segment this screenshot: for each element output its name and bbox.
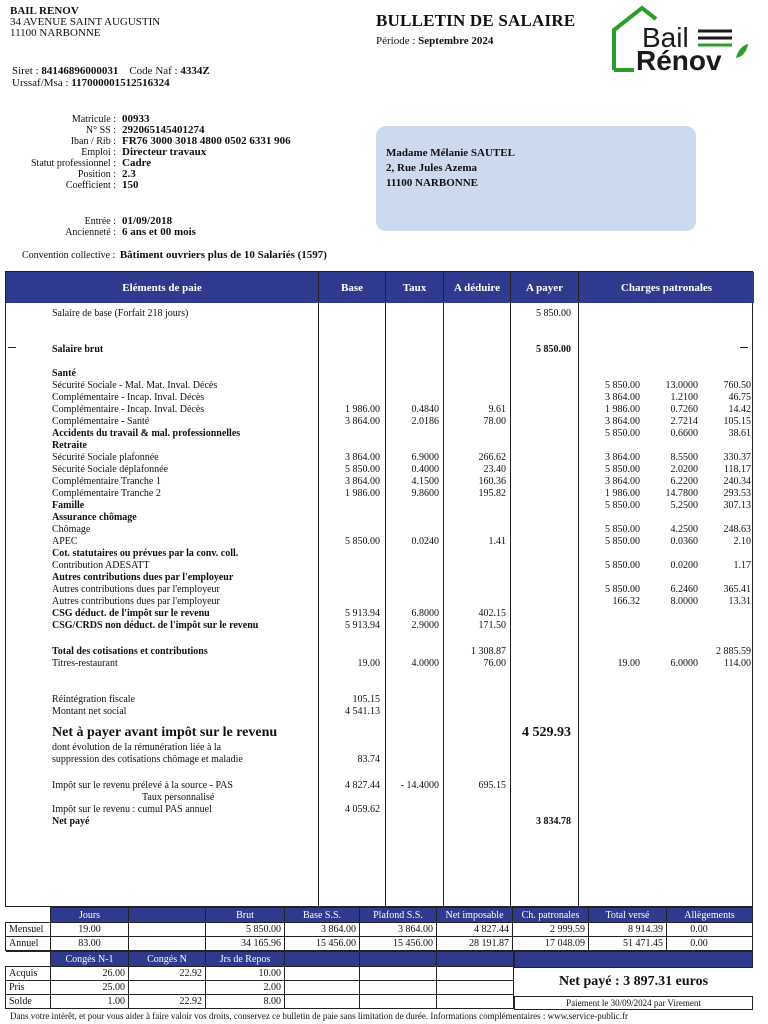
cell-ct: 8.5500 — [670, 452, 698, 463]
document-title: BULLETIN DE SALAIRE — [376, 11, 576, 30]
header-pay: A payer — [511, 272, 578, 303]
net-paid-total: Net payé : 3 897.31 euros — [558, 974, 709, 989]
summary-row — [6, 923, 753, 937]
employee-field — [4, 158, 291, 169]
row-label: Autres contributions dues par l'employeur — [52, 584, 220, 595]
recipient-street: 2, Rue Jules Azema — [386, 162, 478, 174]
cell-cm: 114.00 — [723, 658, 751, 669]
cell-cm: 240.34 — [723, 476, 751, 487]
cell-ct: 6.2460 — [670, 584, 698, 595]
table-row — [6, 368, 754, 380]
cell-cb: 5 850.00 — [605, 464, 640, 475]
cell-ct: 0.0360 — [670, 536, 698, 547]
summary-header-ss-ceiling: Plafond S.S. — [360, 908, 437, 923]
summary-header-reliefs: Allègements — [667, 908, 753, 923]
table-row — [6, 706, 754, 718]
field-value: FR76 3000 3018 4800 0502 6331 906 — [122, 135, 291, 147]
summary-row-label: Annuel — [6, 937, 51, 951]
cell-cb: 3 864.00 — [605, 416, 640, 427]
recipient-name: Madame Mélanie SAUTEL — [386, 147, 515, 159]
cell-cb: 5 850.00 — [605, 560, 640, 571]
cell-base: 5 850.00 — [345, 464, 380, 475]
header-elements: Eléments de paie — [6, 272, 318, 303]
row-label: APEC — [52, 536, 78, 547]
summary-corner — [6, 908, 51, 923]
cell-cb: 3 864.00 — [605, 476, 640, 487]
remuneration-note-row — [6, 742, 754, 754]
table-row — [6, 792, 754, 804]
row-label: Famille — [52, 500, 85, 511]
leave-row-label: Acquis — [6, 967, 51, 981]
net-before-tax-label: Net à payer avant impôt sur le revenu — [52, 725, 278, 740]
cell-taux: 0.0240 — [411, 536, 439, 547]
naf-value: 4334Z — [180, 65, 210, 77]
cell-cb: 5 850.00 — [605, 380, 640, 391]
summary-cell: 5 850.00 — [206, 923, 285, 937]
cell-base: 5 850.00 — [345, 536, 380, 547]
cell-base: 3 864.00 — [345, 416, 380, 427]
cell-cm: 248.63 — [723, 524, 751, 535]
cell-ct: 5.2500 — [670, 500, 698, 511]
row-label: Salaire brut — [52, 344, 104, 355]
cell-ct: 6.0000 — [670, 658, 698, 669]
summary-cell: 28 191.87 — [437, 937, 513, 951]
summary-header-taxable: Net imposable — [437, 908, 513, 923]
leave-cell: 2.00 — [206, 981, 285, 995]
cell-base: 3 864.00 — [345, 476, 380, 487]
table-row — [6, 344, 754, 356]
row-label: Titres-restaurant — [52, 658, 118, 669]
cell-ded: 23.40 — [483, 464, 506, 475]
table-row — [6, 596, 754, 608]
urssaf-value: 117000001512516324 — [71, 77, 170, 89]
summary-cell: 4 827.44 — [437, 923, 513, 937]
cell-cm: 307.13 — [723, 500, 751, 511]
company-logo — [612, 4, 750, 74]
cell-ct: 1.2100 — [670, 392, 698, 403]
cell-pay: 5 850.00 — [536, 308, 571, 319]
row-label: suppression des cotisations chômage et maladie — [52, 754, 243, 765]
cell-cb: 1 986.00 — [605, 488, 640, 499]
leave-cell: 8.00 — [206, 995, 285, 1009]
summary-row — [6, 937, 753, 951]
entry-label: Entrée : — [84, 216, 116, 227]
cell-taux: 4.0000 — [411, 658, 439, 669]
field-value: 292065145401274 — [122, 124, 205, 136]
cell-cm: 38.61 — [728, 428, 751, 439]
leave-empty-cell — [360, 995, 437, 1009]
cell-cm: 14.42 — [728, 404, 751, 415]
cell-cm: 118.17 — [723, 464, 751, 475]
table-row — [6, 308, 754, 320]
row-label: Taux personnalisé — [142, 792, 215, 803]
leave-empty-cell — [437, 981, 514, 995]
row-label: Cot. statutaires ou prévues par la conv. coll. — [52, 548, 239, 559]
cell-base: 5 913.94 — [345, 608, 380, 619]
cell-cb: 5 850.00 — [605, 500, 640, 511]
leave-row — [6, 981, 514, 995]
cell-taux: 9.8600 — [411, 488, 439, 499]
remuneration-note: dont évolution de la rémunération liée à la — [52, 742, 222, 753]
cell-ded: 195.82 — [478, 488, 506, 499]
table-row — [6, 620, 754, 632]
field-label: Statut professionnel : — [31, 158, 116, 169]
leave-table — [5, 951, 514, 1009]
table-row — [6, 380, 754, 392]
recipient-city: 11100 NARBONNE — [386, 177, 478, 189]
cell-ded: 171.50 — [478, 620, 506, 631]
leave-row-label: Solde — [6, 995, 51, 1009]
row-label: Salaire de base (Forfait 218 jours) — [52, 308, 189, 319]
recipient-address-box — [376, 126, 696, 231]
table-row — [6, 464, 754, 476]
leave-cell — [129, 981, 206, 995]
cell-cm: 2.10 — [733, 536, 751, 547]
leave-cell: 22.92 — [129, 967, 206, 981]
row-label: Sécurité Sociale - Mal. Mat. Inval. Décès — [52, 380, 218, 391]
summary-cell: 0.00 — [667, 937, 753, 951]
employer-block — [10, 6, 160, 39]
leave-cell: 22.92 — [129, 995, 206, 1009]
cell-ct: 14.7800 — [665, 488, 698, 499]
row-label: Réintégration fiscale — [52, 694, 136, 705]
cell-base: 4 541.13 — [345, 706, 380, 717]
collective-agreement — [22, 249, 327, 261]
table-row — [6, 584, 754, 596]
cell-cm: 760.50 — [723, 380, 751, 391]
cell-ded: 402.15 — [478, 608, 506, 619]
table-row — [6, 440, 754, 452]
table-row — [6, 780, 754, 792]
leave-row-label: Pris — [6, 981, 51, 995]
cell-cm: 365.41 — [723, 584, 751, 595]
leave-empty-cell — [360, 967, 437, 981]
payroll-table — [5, 271, 753, 907]
cell-cb: 166.32 — [612, 596, 640, 607]
cell-ded: 78.00 — [483, 416, 506, 427]
summary-cell: 15 456.00 — [360, 937, 437, 951]
row-label: Contribution ADESATT — [52, 560, 150, 571]
summary-header-blank — [129, 908, 206, 923]
cell-cm: 2 885.59 — [716, 646, 751, 657]
row-label: CSG/CRDS non déduct. de l'impôt sur le revenu — [52, 620, 259, 631]
row-label: Accidents du travail & mal. professionnelles — [52, 428, 241, 439]
table-row — [6, 548, 754, 560]
logo-word-2: Rénov — [636, 45, 722, 74]
cell-taux: 2.0186 — [411, 416, 439, 427]
field-label: Matricule : — [71, 114, 116, 125]
siret-label: Siret : — [12, 65, 39, 77]
table-row — [6, 500, 754, 512]
field-label: Coefficient : — [65, 180, 116, 191]
summary-cell: 51 471.45 — [589, 937, 667, 951]
summary-cell: 15 456.00 — [285, 937, 360, 951]
header-employer-charges: Charges patronales — [579, 272, 754, 303]
table-row — [6, 646, 754, 658]
cell-ded: 695.15 — [478, 780, 506, 791]
leave-header-n: Congés N — [129, 952, 206, 967]
cell-base: 83.74 — [357, 754, 380, 765]
cell-ded: 1.41 — [488, 536, 506, 547]
summary-cell: 19.00 — [51, 923, 129, 937]
table-row — [6, 416, 754, 428]
cell-cb: 5 850.00 — [605, 428, 640, 439]
leave-empty-cell — [285, 995, 360, 1009]
field-label: Emploi : — [81, 147, 116, 158]
table-row — [6, 572, 754, 584]
row-label: Complémentaire - Incap. Inval. Décès — [52, 404, 205, 415]
table-row — [6, 428, 754, 440]
row-label: Complémentaire Tranche 1 — [52, 476, 161, 487]
row-label: Retraite — [52, 440, 87, 451]
row-label: CSG déduct. de l'impôt sur le revenu — [52, 608, 210, 619]
cell-base: 1 986.00 — [345, 404, 380, 415]
summary-header-charges: Ch. patronales — [513, 908, 589, 923]
field-value: Cadre — [122, 157, 152, 169]
leave-header-n1: Congés N-1 — [51, 952, 129, 967]
cell-ded: 266.62 — [478, 452, 506, 463]
table-row — [6, 476, 754, 488]
cell-cm: 13.31 — [728, 596, 751, 607]
cell-cm: 46.75 — [728, 392, 751, 403]
cell-pay: 3 834.78 — [536, 816, 571, 827]
cell-cb: 5 850.00 — [605, 536, 640, 547]
summary-cell: 3 864.00 — [360, 923, 437, 937]
cell-ded: 160.36 — [478, 476, 506, 487]
row-label: Montant net social — [52, 706, 127, 717]
summary-cell: 34 165.96 — [206, 937, 285, 951]
table-row — [6, 488, 754, 500]
row-label: Santé — [52, 368, 76, 379]
leave-empty-cell — [285, 967, 360, 981]
seniority-label: Ancienneté : — [65, 227, 116, 238]
cell-cm: 293.53 — [723, 488, 751, 499]
leave-header-blank — [437, 952, 514, 967]
row-label: Sécurité Sociale plafonnée — [52, 452, 159, 463]
leave-header-rest: Jrs de Repos — [206, 952, 285, 967]
field-value: 150 — [122, 179, 139, 191]
cell-pay: 5 850.00 — [536, 344, 571, 355]
period-value: Septembre 2024 — [418, 35, 494, 47]
employee-field — [4, 180, 291, 191]
header-base: Base — [319, 272, 385, 303]
table-row — [6, 754, 754, 766]
employer-address-2: 11100 NARBONNE — [10, 27, 101, 39]
summary-row-label: Mensuel — [6, 923, 51, 937]
cell-taux: - 14.4000 — [400, 780, 439, 791]
payment-note: Paiement le 30/09/2024 par Virement — [514, 996, 753, 1010]
leave-empty-cell — [285, 981, 360, 995]
field-label: Iban / Rib : — [70, 136, 116, 147]
cell-cm: 105.15 — [723, 416, 751, 427]
cell-cb: 5 850.00 — [605, 524, 640, 535]
table-row — [6, 452, 754, 464]
table-row — [6, 608, 754, 620]
cell-base: 4 059.62 — [345, 804, 380, 815]
cell-taux: 6.8000 — [411, 608, 439, 619]
cell-base: 4 827.44 — [345, 780, 380, 791]
row-label: Complémentaire - Santé — [52, 416, 150, 427]
table-row — [6, 404, 754, 416]
row-label: Autres contributions dues par l'employeur — [52, 572, 234, 583]
summary-cell — [129, 923, 206, 937]
leave-empty-cell — [437, 995, 514, 1009]
summary-header-total: Total versé — [589, 908, 667, 923]
employment-dates — [4, 216, 196, 238]
leave-empty-cell — [437, 967, 514, 981]
logo-word-1: Bail — [642, 22, 689, 53]
cell-taux: 0.4000 — [411, 464, 439, 475]
summary-table — [5, 907, 753, 951]
employee-info — [4, 114, 291, 191]
table-row — [6, 536, 754, 548]
cell-ct: 6.2200 — [670, 476, 698, 487]
summary-header-ss-base: Base S.S. — [285, 908, 360, 923]
cell-taux: 4.1500 — [411, 476, 439, 487]
cell-cb: 1 986.00 — [605, 404, 640, 415]
cell-taux: 2.9000 — [411, 620, 439, 631]
cell-ded: 1 308.87 — [471, 646, 506, 657]
net-before-tax-value: 4 529.93 — [522, 725, 571, 740]
cell-cb: 3 864.00 — [605, 392, 640, 403]
cell-ct: 8.0000 — [670, 596, 698, 607]
period-label: Période : — [376, 35, 416, 47]
cell-ded: 76.00 — [483, 658, 506, 669]
leave-row — [6, 967, 514, 981]
cell-cb: 19.00 — [617, 658, 640, 669]
row-label: Total des cotisations et contributions — [52, 646, 208, 657]
cell-ct: 2.0200 — [670, 464, 698, 475]
employer-ids — [12, 65, 210, 89]
cell-cm: 1.17 — [733, 560, 751, 571]
naf-label: Code Naf : — [129, 65, 178, 77]
employer-address-1: 34 AVENUE SAINT AUGUSTIN — [10, 16, 161, 28]
siret-value: 84146896000031 — [41, 65, 119, 77]
summary-cell: 17 048.09 — [513, 937, 589, 951]
table-row — [6, 816, 754, 828]
net-paid-header-bar — [514, 951, 753, 968]
logo-house-icon — [612, 4, 750, 74]
leave-cell: 10.00 — [206, 967, 285, 981]
cell-ct: 0.6600 — [670, 428, 698, 439]
leave-header-blank — [360, 952, 437, 967]
header-deduct: A déduire — [444, 272, 510, 303]
row-label: Autres contributions dues par l'employeur — [52, 596, 220, 607]
leave-empty-cell — [360, 981, 437, 995]
cell-base: 19.00 — [357, 658, 380, 669]
row-label: Complémentaire - Incap. Inval. Décès — [52, 392, 205, 403]
table-row — [6, 804, 754, 816]
summary-cell: 3 864.00 — [285, 923, 360, 937]
entry-value: 01/09/2018 — [122, 215, 173, 227]
table-row — [6, 694, 754, 706]
cell-ct: 13.0000 — [665, 380, 698, 391]
cell-ct: 0.0200 — [670, 560, 698, 571]
row-label: Net payé — [52, 816, 90, 827]
leave-row — [6, 995, 514, 1009]
summary-cell: 2 999.59 — [513, 923, 589, 937]
cell-ct: 2.7214 — [670, 416, 698, 427]
cell-taux: 0.4840 — [411, 404, 439, 415]
row-label: Chômage — [52, 524, 91, 535]
employer-name: BAIL RENOV — [10, 5, 79, 17]
cell-cb: 3 864.00 — [605, 452, 640, 463]
convention-value: Bâtiment ouvriers plus de 10 Salariés (1597) — [119, 249, 327, 261]
seniority-value: 6 ans et 00 mois — [122, 226, 196, 238]
leave-cell: 26.00 — [51, 967, 129, 981]
summary-cell: 83.00 — [51, 937, 129, 951]
summary-cell: 0.00 — [667, 923, 753, 937]
summary-header-gross: Brut — [206, 908, 285, 923]
table-row — [6, 658, 754, 670]
leave-corner — [6, 952, 51, 967]
convention-label: Convention collective : — [22, 250, 116, 261]
summary-header-days: Jours — [51, 908, 129, 923]
leave-cell: 25.00 — [51, 981, 129, 995]
row-label: Impôt sur le revenu : cumul PAS annuel — [52, 804, 212, 815]
summary-cell: 8 914.39 — [589, 923, 667, 937]
row-label: Impôt sur le revenu prélevé à la source - PAS — [52, 780, 233, 791]
leave-header-blank — [285, 952, 360, 967]
table-row — [6, 392, 754, 404]
urssaf-label: Urssaf/Msa : — [12, 77, 69, 89]
summary-cell — [129, 937, 206, 951]
cell-ct: 4.2500 — [670, 524, 698, 535]
field-value: Directeur travaux — [122, 146, 207, 158]
table-row — [6, 560, 754, 572]
cell-base: 5 913.94 — [345, 620, 380, 631]
period — [376, 35, 493, 47]
cell-cb: 5 850.00 — [605, 584, 640, 595]
field-label: N° SS : — [85, 125, 116, 136]
cell-taux: 6.9000 — [411, 452, 439, 463]
employee-field — [4, 169, 291, 180]
field-value: 2.3 — [122, 168, 136, 180]
table-row — [6, 512, 754, 524]
leave-cell: 1.00 — [51, 995, 129, 1009]
footer-notice: Dans votre intérêt, et pour vous aider à faire valoir vos droits, conservez ce bulletin de paie sans limitation de durée. Informations complémentaires : www.service-public.fr — [10, 1011, 628, 1021]
cell-base: 3 864.00 — [345, 452, 380, 463]
field-label: Position : — [77, 169, 116, 180]
row-label: Complémentaire Tranche 2 — [52, 488, 161, 499]
table-row — [6, 524, 754, 536]
cell-ded: 9.61 — [488, 404, 506, 415]
cell-base: 105.15 — [352, 694, 380, 705]
field-value: 00933 — [122, 113, 150, 125]
row-label: Assurance chômage — [52, 512, 137, 523]
cell-base: 1 986.00 — [345, 488, 380, 499]
header-taux: Taux — [386, 272, 443, 303]
cell-ct: 0.7260 — [670, 404, 698, 415]
cell-cm: 330.37 — [723, 452, 751, 463]
row-label: Sécurité Sociale déplafonnée — [52, 464, 169, 475]
